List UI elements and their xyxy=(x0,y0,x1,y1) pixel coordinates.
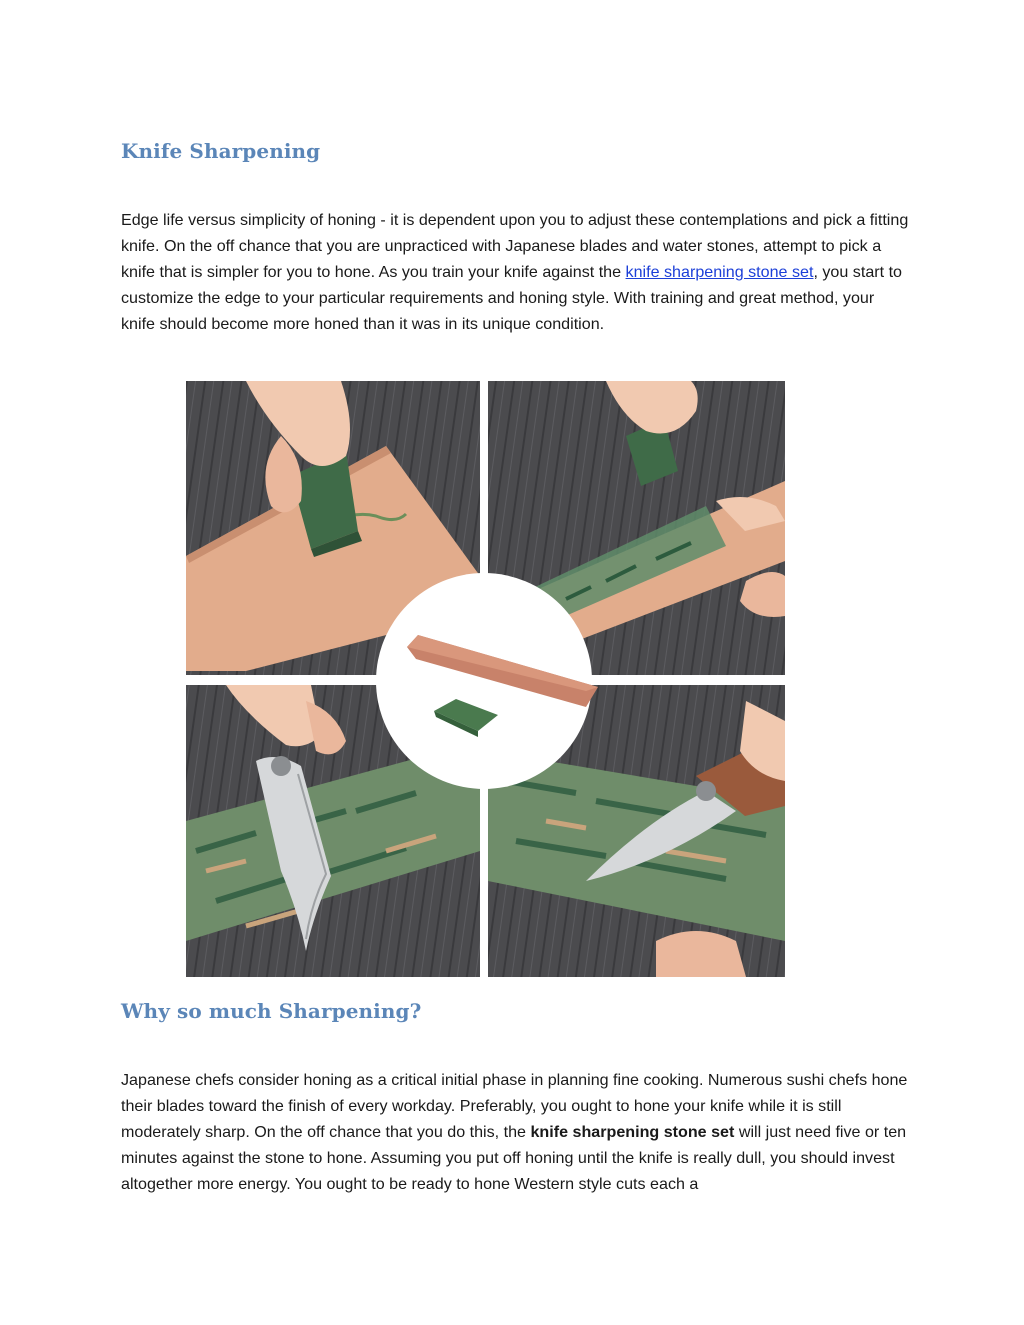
knife-sharpening-stone-set-bold: knife sharpening stone set xyxy=(530,1122,735,1141)
section-heading-knife-sharpening: Knife Sharpening xyxy=(121,139,321,163)
intro-text-after-link: , you start to customize the edge to your particular requirements and honing style. With training and great method, your knife should become more honed than it was in its unique condition. xyxy=(121,262,902,333)
intro-paragraph xyxy=(121,208,911,338)
sharpening-text-before-bold: Japanese chefs consider honing as a critical initial phase in planning fine cooking. Numerous sushi chefs hone their blades toward the finish of every workday. Preferably, you ought to hone your knife while it is still moderately sharp. On the off chance that you do this, the xyxy=(121,1071,908,1141)
strop-collage-image xyxy=(186,381,785,977)
intro-text-before-link: Edge life versus simplicity of honing - it is dependent upon you to adjust these contemplations and pick a fitting knife. On the off chance that you are unpracticed with Japanese blades and water stones, attempt to pick a knife that is simpler for you to hone. As you train your knife against the xyxy=(121,211,909,281)
sharpening-paragraph xyxy=(121,1068,911,1198)
sharpening-text-after-bold: will just need five or ten minutes against the stone to hone. Assuming you put off honing until the knife is really dull, you should invest altogether more energy. You ought to be ready to hone Western style cuts each a xyxy=(121,1122,907,1193)
knife-sharpening-stone-set-link[interactable]: knife sharpening stone set xyxy=(625,262,814,281)
collage-illustration xyxy=(186,381,785,977)
section-heading-why-so-much-sharpening: Why so much Sharpening? xyxy=(121,999,422,1023)
